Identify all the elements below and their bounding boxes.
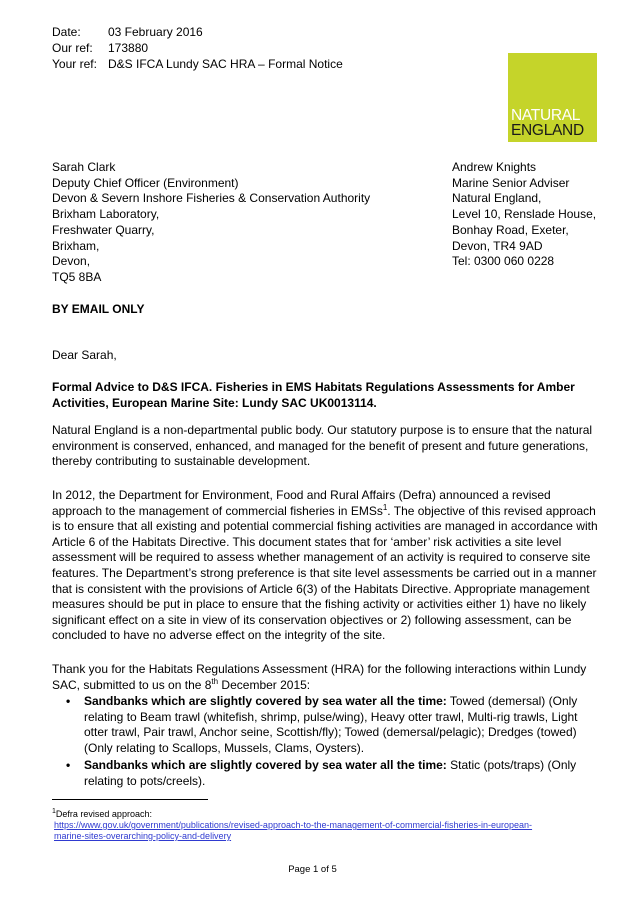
recipient-line: Deputy Chief Officer (Environment) bbox=[52, 175, 239, 190]
recipient-line: Devon & Severn Inshore Fisheries & Conservation Authority bbox=[52, 191, 371, 206]
sender-line: Tel: 0300 060 0228 bbox=[452, 254, 555, 269]
recipient-line: Brixham Laboratory, bbox=[52, 207, 160, 222]
sender-line: Devon, TR4 9AD bbox=[452, 238, 543, 253]
footnote-label: Defra revised approach: bbox=[55, 809, 152, 819]
list-item-heading: Sandbanks which are slightly covered by sea water all the time: bbox=[84, 694, 447, 708]
recipient-line: Brixham, bbox=[52, 238, 100, 253]
sender-line: Bonhay Road, Exeter, bbox=[452, 222, 569, 237]
recipient-line: Sarah Clark bbox=[52, 160, 116, 174]
recipient-address bbox=[52, 160, 370, 286]
sender-line: Marine Senior Adviser bbox=[452, 175, 570, 190]
date-value: 03 February 2016 bbox=[108, 25, 203, 39]
subject-line: Formal Advice to D&S IFCA. Fisheries in EMS Habitats Regulations Assessments for Amber Activities, European Marine Site: Lundy SAC UK0013114. bbox=[52, 380, 575, 410]
paragraph-defra-text-b: . The objective of this revised approach is to ensure that all existing and potential commercial fishing activities are managed in accordance with Article 6 of the Habitats Directive. This document states that for ‘amber’ risk activities a site level assessment will be required to assess whether management of an activity is required to conserve site features. The Department’s strong preference is that site level assessments be carried out in a manner that is consistent with the provisions of Article 6(3) of the Habitats Directive. Appropriate management measures should be put in place to ensure that the fishing activity or activities either 1) have no likely significant effect on a site in view of its conservation objectives or 2) following assessment, can be concluded to have no adverse effect on the integrity of the site. bbox=[52, 503, 598, 643]
recipient-line: Devon, bbox=[52, 254, 91, 269]
paragraph-defra-text-a: In 2012, the Department for Environment, Food and Rural Affairs (Defra) announced a revised approach to the management of commercial fisheries in EMSs bbox=[52, 488, 551, 518]
bullet-marker: • bbox=[66, 694, 71, 708]
interactions-list bbox=[52, 694, 600, 792]
date-row bbox=[52, 25, 203, 39]
delivery-note: BY EMAIL ONLY bbox=[52, 302, 145, 316]
date-label: Date: bbox=[52, 25, 81, 39]
list-item-heading: Sandbanks which are slightly covered by sea water all the time: bbox=[84, 758, 447, 773]
list-item-text: Towed (demersal) (Only relating to Beam trawl (whitefish, shrimp, pulse/wing), Heavy otter trawl, Multi-rig trawls, Light otter trawl, Pair trawl, Anchor seine, Scottish/fly); Towed (demersal/pelagic); Dredges (towed) (Only relating to Scallops, Mussels, Clams, Oysters). bbox=[84, 694, 578, 755]
bullet-marker: • bbox=[66, 758, 71, 773]
paragraph-thanks-text-a: Thank you for the Habitats Regulations Assessment (HRA) for the following interactions within Lundy SAC, submitted to us on the 8 bbox=[52, 662, 587, 692]
your-ref-row bbox=[52, 57, 343, 71]
page-number: Page 1 of 5 bbox=[288, 864, 337, 875]
list-item bbox=[52, 758, 600, 789]
logo-line-england: ENGLAND bbox=[511, 122, 584, 139]
recipient-line: Freshwater Quarry, bbox=[52, 222, 155, 237]
sender-address bbox=[452, 160, 596, 270]
your-ref-label: Your ref: bbox=[52, 57, 97, 71]
sender-line: Andrew Knights bbox=[452, 160, 537, 174]
paragraph-thanks bbox=[52, 662, 600, 693]
natural-england-logo bbox=[508, 53, 597, 142]
list-item bbox=[52, 694, 600, 756]
footnote-link-line-2: marine-sites-overarching-policy-and-delivery bbox=[54, 831, 232, 841]
paragraph-thanks-text-b: December 2015: bbox=[218, 677, 311, 692]
footnote bbox=[52, 806, 532, 842]
paragraph-intro: Natural England is a non-departmental public body. Our statutory purpose is to ensure that the natural environment is conserved, enhanced, and managed for the benefit of present and future generations, thereby contributing to sustainable development. bbox=[52, 423, 593, 469]
footnote-number: 1 bbox=[52, 808, 56, 815]
our-ref-value: 173880 bbox=[108, 41, 149, 55]
footnote-separator bbox=[52, 799, 208, 800]
sender-line: Natural England, bbox=[452, 191, 542, 206]
logo-line-natural: NATURAL bbox=[511, 107, 581, 124]
footnote-link[interactable] bbox=[52, 820, 532, 842]
ordinal-suffix: th bbox=[211, 676, 219, 686]
recipient-line: TQ5 8BA bbox=[52, 269, 102, 284]
sender-line: Level 10, Renslade House, bbox=[452, 207, 597, 222]
footnote-link-line-1: https://www.gov.uk/government/publications/revised-approach-to-the-management-of-commercial-fisheries-in-european- bbox=[54, 820, 533, 830]
our-ref-row bbox=[52, 41, 148, 55]
footnote-reference: 1 bbox=[382, 502, 388, 512]
our-ref-label: Our ref: bbox=[52, 41, 93, 55]
your-ref-value: D&S IFCA Lundy SAC HRA – Formal Notice bbox=[108, 57, 343, 71]
salutation: Dear Sarah, bbox=[52, 348, 117, 362]
list-item-text: Static (pots/traps) (Only relating to pots/creels). bbox=[84, 758, 577, 788]
paragraph-defra bbox=[52, 488, 600, 644]
